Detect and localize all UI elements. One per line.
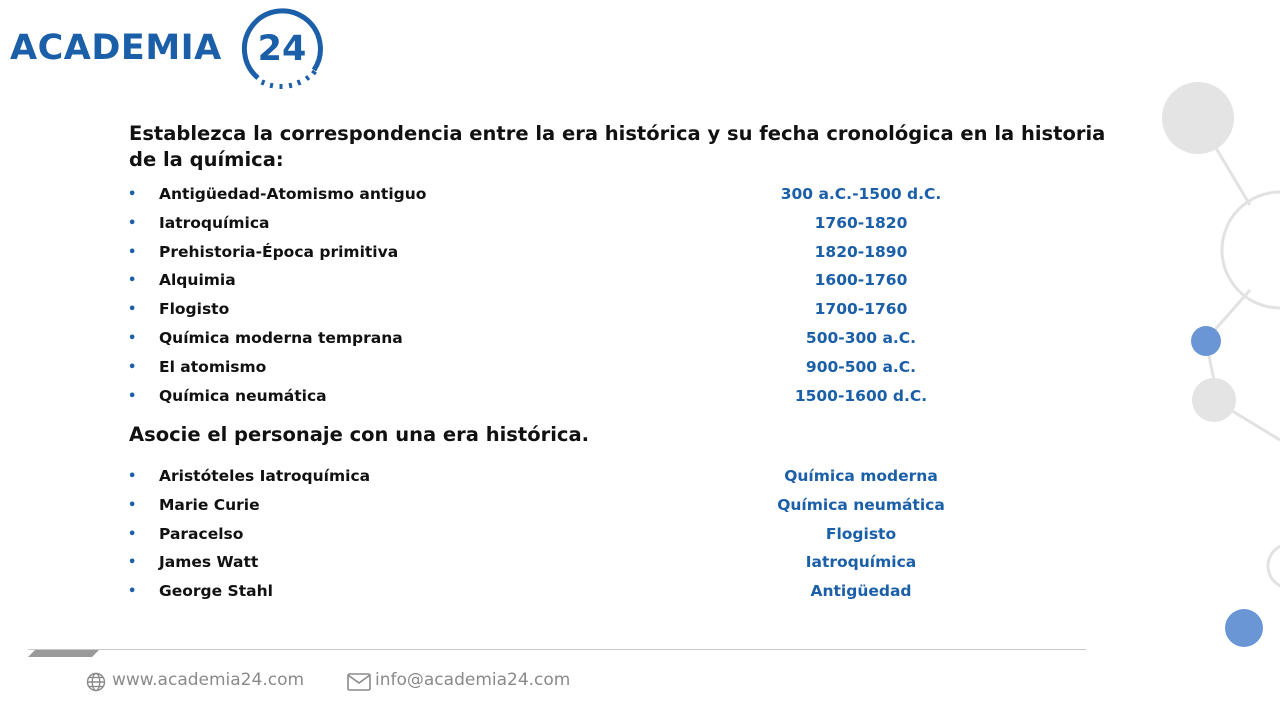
item-label: George Stahl <box>159 582 273 601</box>
list-item <box>0 214 1280 240</box>
academia24-logo <box>10 8 320 90</box>
item-label: Marie Curie <box>159 495 260 514</box>
list-item <box>0 271 1280 297</box>
logo-circle-icon <box>236 8 328 90</box>
item-label: Química neumática <box>159 386 327 405</box>
bullet-icon: • <box>128 555 137 571</box>
item-label: Química moderna temprana <box>159 329 403 347</box>
item-match-value: Antigüedad <box>810 582 912 601</box>
list-item <box>0 243 1280 269</box>
item-label: Alquimia <box>159 271 236 290</box>
footer-website-link[interactable]: www.academia24.com <box>112 670 305 690</box>
bullet-icon: • <box>128 273 137 289</box>
list-item <box>0 553 1280 579</box>
item-match-value: 1760-1820 <box>814 213 908 232</box>
item-match-value: Flogisto <box>825 524 897 543</box>
list-item <box>0 496 1280 522</box>
list-item <box>0 329 1280 355</box>
item-match-value: 1700-1760 <box>814 300 908 319</box>
item-match-value: Química moderna <box>784 467 938 485</box>
bullet-icon: • <box>128 497 137 513</box>
mail-icon <box>347 673 371 691</box>
item-match-value: 300 a.C.-1500 d.C. <box>780 185 942 203</box>
item-match-value: 1500-1600 d.C. <box>794 386 928 405</box>
item-label: James Watt <box>159 553 259 572</box>
bullet-icon: • <box>128 215 137 231</box>
item-label: Iatroquímica <box>159 213 270 232</box>
section1-heading: Establezca la correspondencia entre la era histórica y su fecha cronológica en la historia de la química: <box>129 122 1106 171</box>
logo-text: ACADEMIA <box>10 28 222 68</box>
item-match-value: 900-500 a.C. <box>805 357 917 376</box>
logo-number: 24 <box>257 29 307 69</box>
globe-icon <box>86 672 106 692</box>
footer-tab-accent <box>28 649 100 657</box>
item-match-value: Iatroquímica <box>805 553 917 572</box>
bullet-icon: • <box>128 187 137 202</box>
list-item <box>0 467 1280 493</box>
bullet-icon: • <box>128 469 137 484</box>
bullet-icon: • <box>128 359 137 375</box>
bullet-icon: • <box>128 331 137 346</box>
bullet-icon: • <box>128 584 137 600</box>
item-match-value: 1600-1760 <box>814 271 908 290</box>
bullet-icon: • <box>128 388 137 404</box>
item-label: Flogisto <box>159 300 230 319</box>
item-label: Prehistoria-Época primitiva <box>159 242 399 261</box>
item-match-value: 1820-1890 <box>814 242 908 261</box>
item-match-value: Química neumática <box>777 495 945 514</box>
footer-divider <box>28 649 1086 650</box>
section2-heading: Asocie el personaje con una era histórica. <box>129 423 590 446</box>
list-item <box>0 185 1280 211</box>
bullet-icon: • <box>128 244 137 260</box>
item-label: El atomismo <box>159 357 267 376</box>
list-item <box>0 387 1280 413</box>
footer-email-link[interactable]: info@academia24.com <box>375 670 571 690</box>
bullet-icon: • <box>128 526 137 542</box>
item-label: Aristóteles Iatroquímica <box>159 467 371 485</box>
list-item <box>0 525 1280 551</box>
bullet-icon: • <box>128 302 137 318</box>
item-label: Paracelso <box>159 524 244 543</box>
list-item <box>0 300 1280 326</box>
item-match-value: 500-300 a.C. <box>805 329 917 347</box>
item-label: Antigüedad-Atomismo antiguo <box>159 185 427 203</box>
list-item <box>0 582 1280 608</box>
list-item <box>0 358 1280 384</box>
